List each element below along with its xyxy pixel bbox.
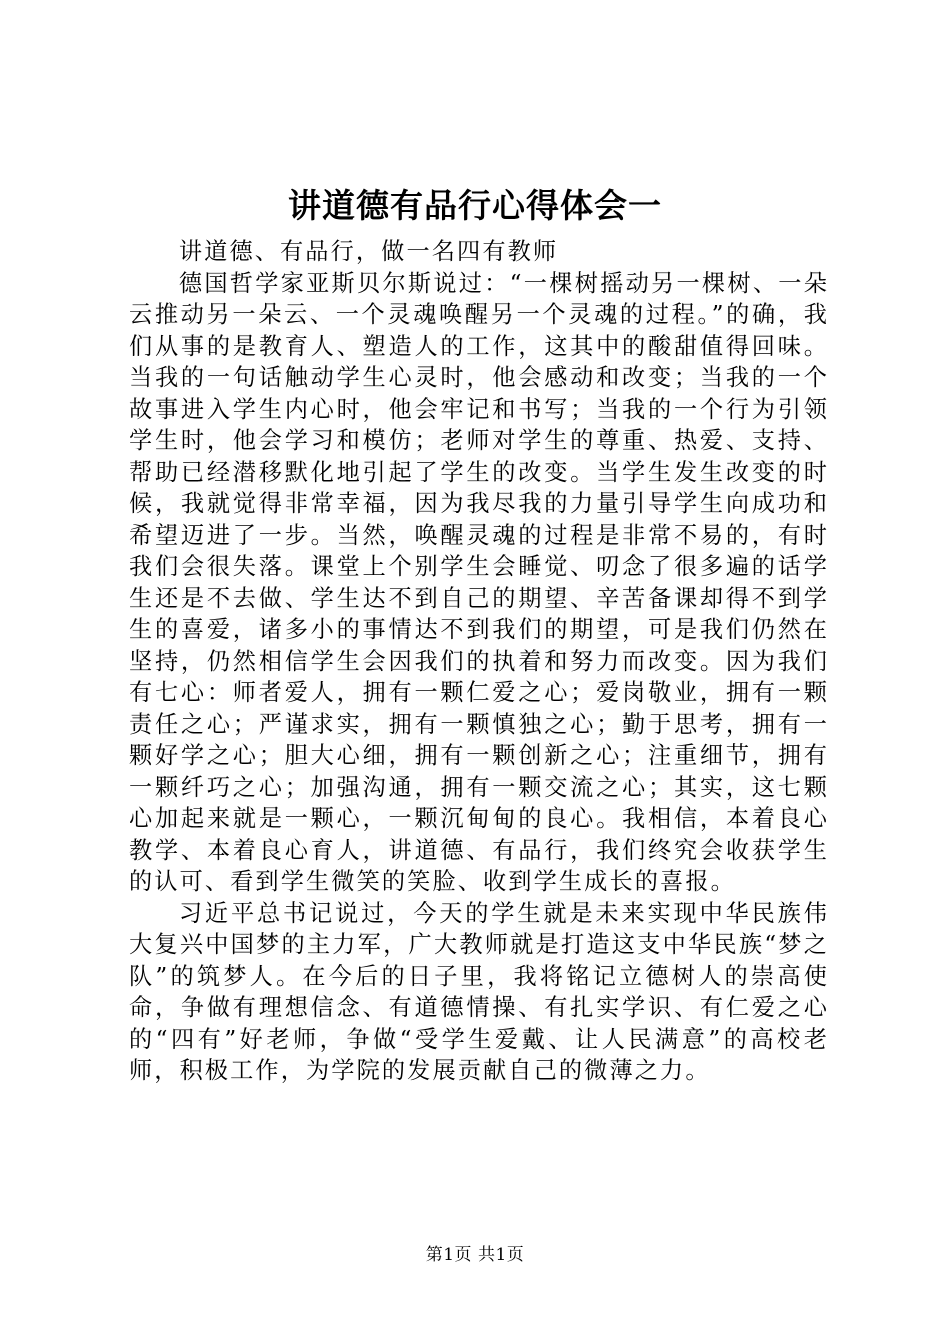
body-paragraph: 德国哲学家亚斯贝尔斯说过：“一棵树摇动另一棵树、一朵云推动另一朵云、一个灵魂唤醒另一个灵魂的过程。”的确，我们从事的是教育人、塑造人的工作，这其中的酸甜值得回味。当我的一句话触动学生心灵时，他会感动和改变；当我的一个故事进入学生内心时，他会牢记和书写；当我的一个行为引领学生时，他会学习和模仿；老师对学生的尊重、热爱、支持、帮助已经潜移默化地引起了学生的改变。当学生发生改变的时候，我就觉得非常幸福，因为我尽我的力量引导学生向成功和希望迈进了一步。当然，唤醒灵魂的过程是非常不易的，有时我们会很失落。课堂上个别学生会睡觉、叨念了很多遍的话学生还是不去做、学生达不到自己的期望、辛苦备课却得不到学生的喜爱，诸多小的事情达不到我们的期望，可是我们仍然在坚持，仍然相信学生会因我们的执着和努力而改变。因为我们有七心：师者爱人，拥有一颗仁爱之心；爱岗敬业，拥有一颗责任之心；严谨求实，拥有一颗慎独之心；勤于思考，拥有一颗好学之心；胆大心细，拥有一颗创新之心；注重细节，拥有一颗纤巧之心；加强沟通，拥有一颗交流之心；其实，这七颗心加起来就是一颗心，一颗沉甸甸的良心。我相信，本着良心教学、本着良心育人，讲道德、有品行，我们终究会收获学生的认可、看到学生微笑的笑脸、收到学生成长的喜报。: [129, 269, 829, 895]
document-title: 讲道德有品行心得体会一: [288, 186, 662, 225]
subtitle-paragraph: 讲道德、有品行，做一名四有教师: [178, 238, 559, 265]
body-paragraph: 习近平总书记说过，今天的学生就是未来实现中华民族伟大复兴中国梦的主力军，广大教师就是打造这支中华民族“梦之队”的筑梦人。在今后的日子里，我将铭记立德树人的崇高使命，争做有理想信念、有道德情操、有扎实学识、有仁爱之心的“四有”好老师，争做“受学生爱戴、让人民满意”的高校老师，积极工作，为学院的发展贡献自己的微薄之力。: [129, 899, 829, 1084]
page-footer: 第1页 共1页: [425, 1245, 525, 1265]
document-body: [129, 236, 829, 1087]
